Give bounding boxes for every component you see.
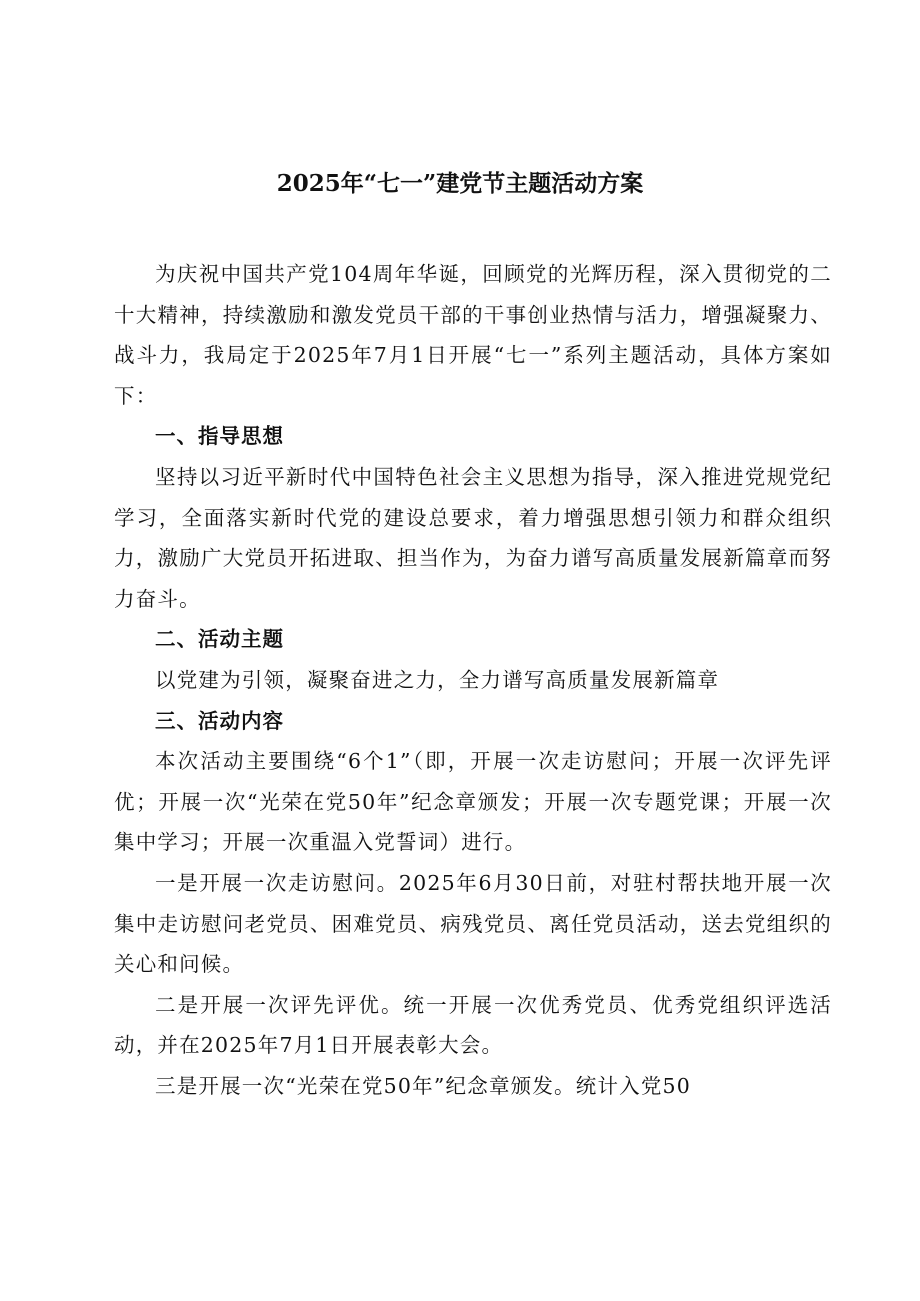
document-body [114, 254, 832, 1106]
document-title: 2025年“七一”建党节主题活动方案 [276, 170, 644, 197]
section-paragraph-activity-theme: 以党建为引领，凝聚奋进之力，全力谱写高质量发展新篇章 [155, 667, 720, 692]
section-paragraph-commemorative-medal: 三是开展一次“光荣在党50年”纪念章颁发。统计入党50 [155, 1073, 692, 1098]
section-paragraph-activity-overview: 本次活动主要围绕“6个1”（即，开展一次走访慰问；开展一次评先评优；开展一次“光荣在党50年”纪念章颁发；开展一次专题党课；开展一次集中学习；开展一次重温入党誓词）进行。 [114, 749, 832, 855]
section-heading-guiding-ideology: 一、指导思想 [155, 424, 284, 449]
section-heading-activity-theme: 二、活动主题 [155, 627, 284, 652]
section-paragraph-guiding-ideology: 坚持以习近平新时代中国特色社会主义思想为指导，深入推进党规党纪学习，全面落实新时代党的建设总要求，着力增强思想引领力和群众组织力，激励广大党员开拓进取、担当作为，为奋力谱写高质量发展新篇章而努力奋斗。 [114, 464, 832, 611]
section-paragraph-visit: 一是开展一次走访慰问。2025年6月30日前，对驻村帮扶地开展一次集中走访慰问老党员、困难党员、病残党员、离任党员活动，送去党组织的关心和问候。 [114, 870, 832, 977]
intro-paragraph: 为庆祝中国共产党104周年华诞，回顾党的光辉历程，深入贯彻党的二十大精神，持续激励和激发党员干部的干事创业热情与活力，增强凝聚力、战斗力，我局定于2025年7月1日开展“七一”系列主题活动，具体方案如下： [114, 262, 832, 408]
section-paragraph-evaluation: 二是开展一次评先评优。统一开展一次优秀党员、优秀党组织评选活动，并在2025年7月1日开展表彰大会。 [114, 992, 832, 1058]
section-heading-activity-content: 三、活动内容 [155, 708, 284, 733]
